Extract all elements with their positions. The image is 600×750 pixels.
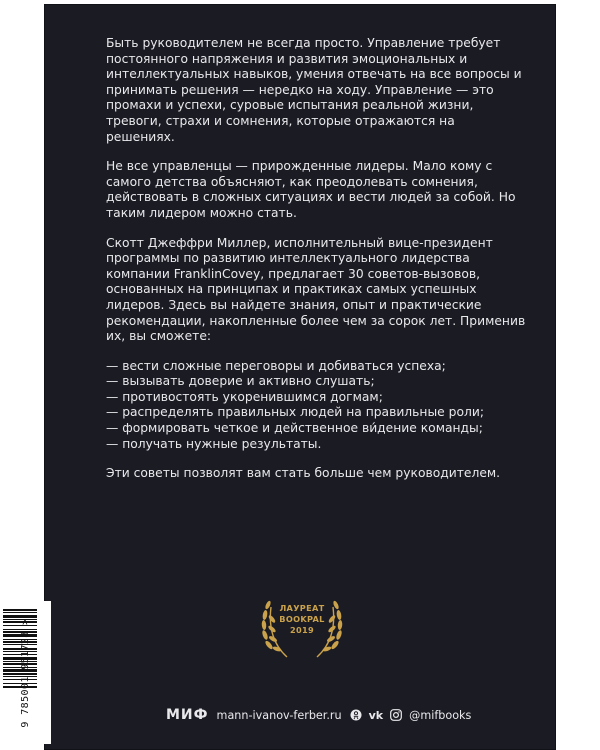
paragraph-leaders: Не все управленцы — прирожденные лидеры. Мало кому с самого детства объясняют, как преодолевать сомнения, действовать в сложных ситуациях и вести людей за собой. Но таким лидером можно стать. xyxy=(106,159,516,220)
publisher-logo: МИФ xyxy=(166,707,209,723)
annotation-text xyxy=(106,36,526,496)
award-line-2: BOOKPAL xyxy=(279,614,325,624)
list-item: — распределять правильных людей на правильные роли; xyxy=(106,405,484,420)
award-line-1: ЛАУРЕАТ xyxy=(279,603,325,613)
closing-line: Эти советы позволят вам стать больше чем руководителем. xyxy=(106,466,501,481)
list-item: — вызывать доверие и активно слушать; xyxy=(106,374,375,389)
publisher-website: mann-ivanov-ferber.ru xyxy=(216,708,342,722)
publisher-footer xyxy=(166,705,471,725)
social-handle: @mifbooks xyxy=(409,708,472,722)
barcode-number: 9 785001 951728 > xyxy=(20,618,31,728)
odnoklassniki-icon xyxy=(350,709,362,721)
instagram-icon xyxy=(390,709,402,721)
paragraph-intro: Быть руководителем не всегда просто. Управление требует постоянного напряжения и развития эмоциональных и интеллектуальных навыков, умения отвечать на все вопросы и принимать решения — нередко на ходу. Управление — это промахи и успехи, суровые испытания реальной жизни, тревоги, страхи и сомнения, которые отражаются на решениях. xyxy=(106,36,522,144)
paragraph-author: Скотт Джеффри Миллер, исполнительный вице-президент программы по развитию интеллектуального лидерства компании FranklinCovey, предлагает 30 советов-вызовов, основанных на принципах и практиках самых успешных лидеров. Здесь вы найдете знания, опыт и практические рекомендации, накопленные более чем за сорок лет. Применив их, вы сможете: xyxy=(106,235,526,344)
benefits-list xyxy=(106,359,526,453)
list-item: — противостоять укоренившимся догмам; xyxy=(106,389,383,404)
list-item: — получать нужные результаты. xyxy=(106,436,322,451)
vk-icon: vk xyxy=(368,708,384,722)
list-item: — формировать четкое и действенное ви́дение команды; xyxy=(106,421,483,436)
list-item: — вести сложные переговоры и добиваться успеха; xyxy=(106,358,446,373)
award-line-3: 2019 xyxy=(290,625,314,635)
award-badge xyxy=(257,589,347,661)
isbn-barcode xyxy=(0,601,51,744)
back-cover xyxy=(45,5,555,749)
award-text xyxy=(257,603,347,636)
